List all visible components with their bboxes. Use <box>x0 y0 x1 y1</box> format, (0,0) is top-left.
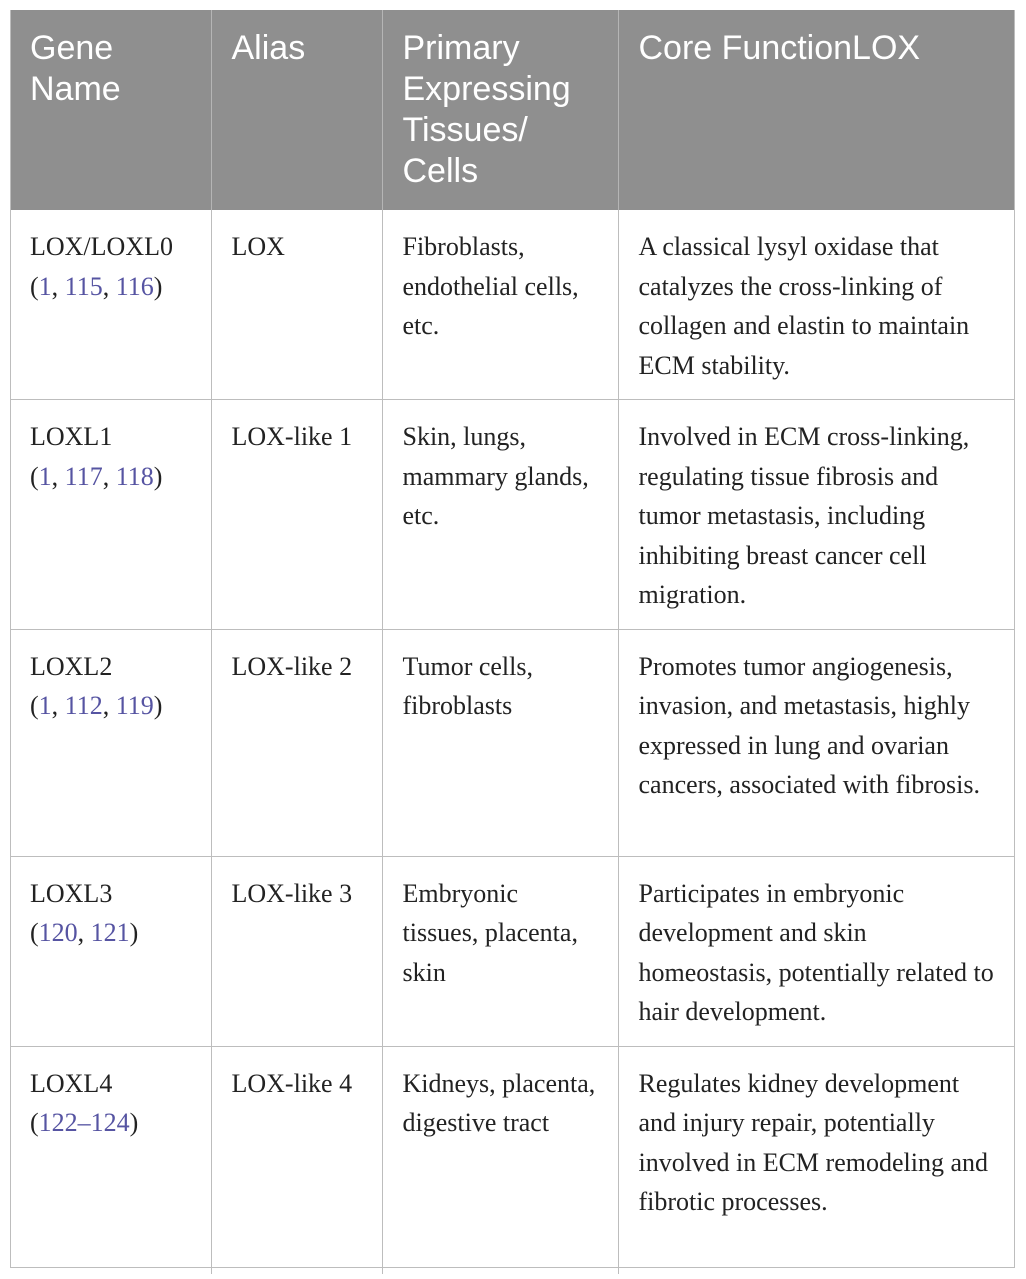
function-cell: Promotes tumor angiogenesis, invasion, and metastasis, highly expressed in lung and ovarian cancers, associated with fibrosis. <box>618 629 1015 856</box>
alias-cell: LOX <box>211 210 382 400</box>
alias-cell: LOX-like 1 <box>211 400 382 630</box>
citation-group: (1, 115, 116) <box>30 271 163 301</box>
lox-family-table <box>10 10 1015 1274</box>
citation-link[interactable]: 118 <box>115 461 154 491</box>
citation-link[interactable]: 117 <box>64 461 103 491</box>
header-alias: Alias <box>211 10 382 210</box>
gene-name: LOXL4 <box>30 1068 113 1098</box>
gene-name: LOXL1 <box>30 422 113 451</box>
citation-link[interactable]: 1 <box>38 271 52 301</box>
citation-link[interactable]: 115 <box>64 271 103 301</box>
table-row <box>10 629 1015 856</box>
citation-link[interactable]: 119 <box>115 691 154 720</box>
gene-name: LOXL3 <box>30 878 113 908</box>
tissues-cell: Skin, lungs, mammary glands, etc. <box>382 400 618 630</box>
function-cell: Involved in ECM cross-linking, regulating tissue fibrosis and tumor metastasis, including inhibiting breast cancer cell migration. <box>618 400 1015 630</box>
function-cell: Regulates kidney development and injury repair, potentially involved in ECM remodeling and fibrotic processes. <box>638 1068 989 1216</box>
citation-link[interactable]: 116 <box>115 271 154 301</box>
citation-link[interactable]: 1 <box>38 461 52 491</box>
citation-separator: , <box>51 271 65 301</box>
tissues-cell: Embryonic tissues, placenta, skin <box>382 856 618 1046</box>
citation-separator: , <box>51 461 65 491</box>
gene-cell <box>10 1046 211 1274</box>
gene-cell <box>10 629 211 856</box>
citation-group: (1, 117, 118) <box>30 461 163 491</box>
citation-separator: , <box>77 918 91 947</box>
citation-separator: , <box>102 691 116 720</box>
citation-group: (120, 121) <box>30 918 139 947</box>
gene-cell <box>10 210 211 400</box>
citation-group: (122–124) <box>30 1108 139 1137</box>
tissues-cell: Fibroblasts, endothelial cells, etc. <box>382 210 618 400</box>
header-tissues: Primary Expressing Tissues/ Cells <box>382 10 618 210</box>
table-row <box>10 400 1015 630</box>
citation-group: (1, 112, 119) <box>30 691 163 720</box>
function-cell: A classical lysyl oxidase that catalyzes the cross-linking of collagen and elastin to maintain ECM stability. <box>618 210 1015 400</box>
gene-cell <box>10 856 211 1046</box>
table-row <box>10 856 1015 1046</box>
table-row <box>10 210 1015 400</box>
header-row <box>10 10 1015 210</box>
tissues-cell: Tumor cells, fibroblasts <box>382 629 618 856</box>
citation-link[interactable]: 1 <box>38 691 52 720</box>
tissues-cell: Kidneys, placenta, digestive tract <box>382 1046 618 1274</box>
citation-separator: , <box>51 691 65 720</box>
header-core-function: Core FunctionLOX <box>618 10 1015 210</box>
citation-link[interactable]: 121 <box>90 918 130 947</box>
citation-link[interactable]: 112 <box>64 691 103 720</box>
alias-cell: LOX-like 4 <box>211 1046 382 1274</box>
gene-name: LOXL2 <box>30 651 113 681</box>
gene-name: LOX/LOXL0 <box>30 232 173 261</box>
citation-link[interactable]: 122–124 <box>38 1108 130 1137</box>
citation-link[interactable]: 120 <box>38 918 78 947</box>
citation-separator: , <box>102 461 116 491</box>
alias-cell: LOX-like 3 <box>211 856 382 1046</box>
gene-cell <box>10 400 211 630</box>
function-cell: Participates in embryonic development and skin homeostasis, potentially related to hair development. <box>618 856 1015 1046</box>
header-gene-name: Gene Name <box>10 10 211 210</box>
citation-separator: , <box>102 271 116 301</box>
table-row <box>10 1046 1015 1274</box>
alias-cell: LOX-like 2 <box>211 629 382 856</box>
